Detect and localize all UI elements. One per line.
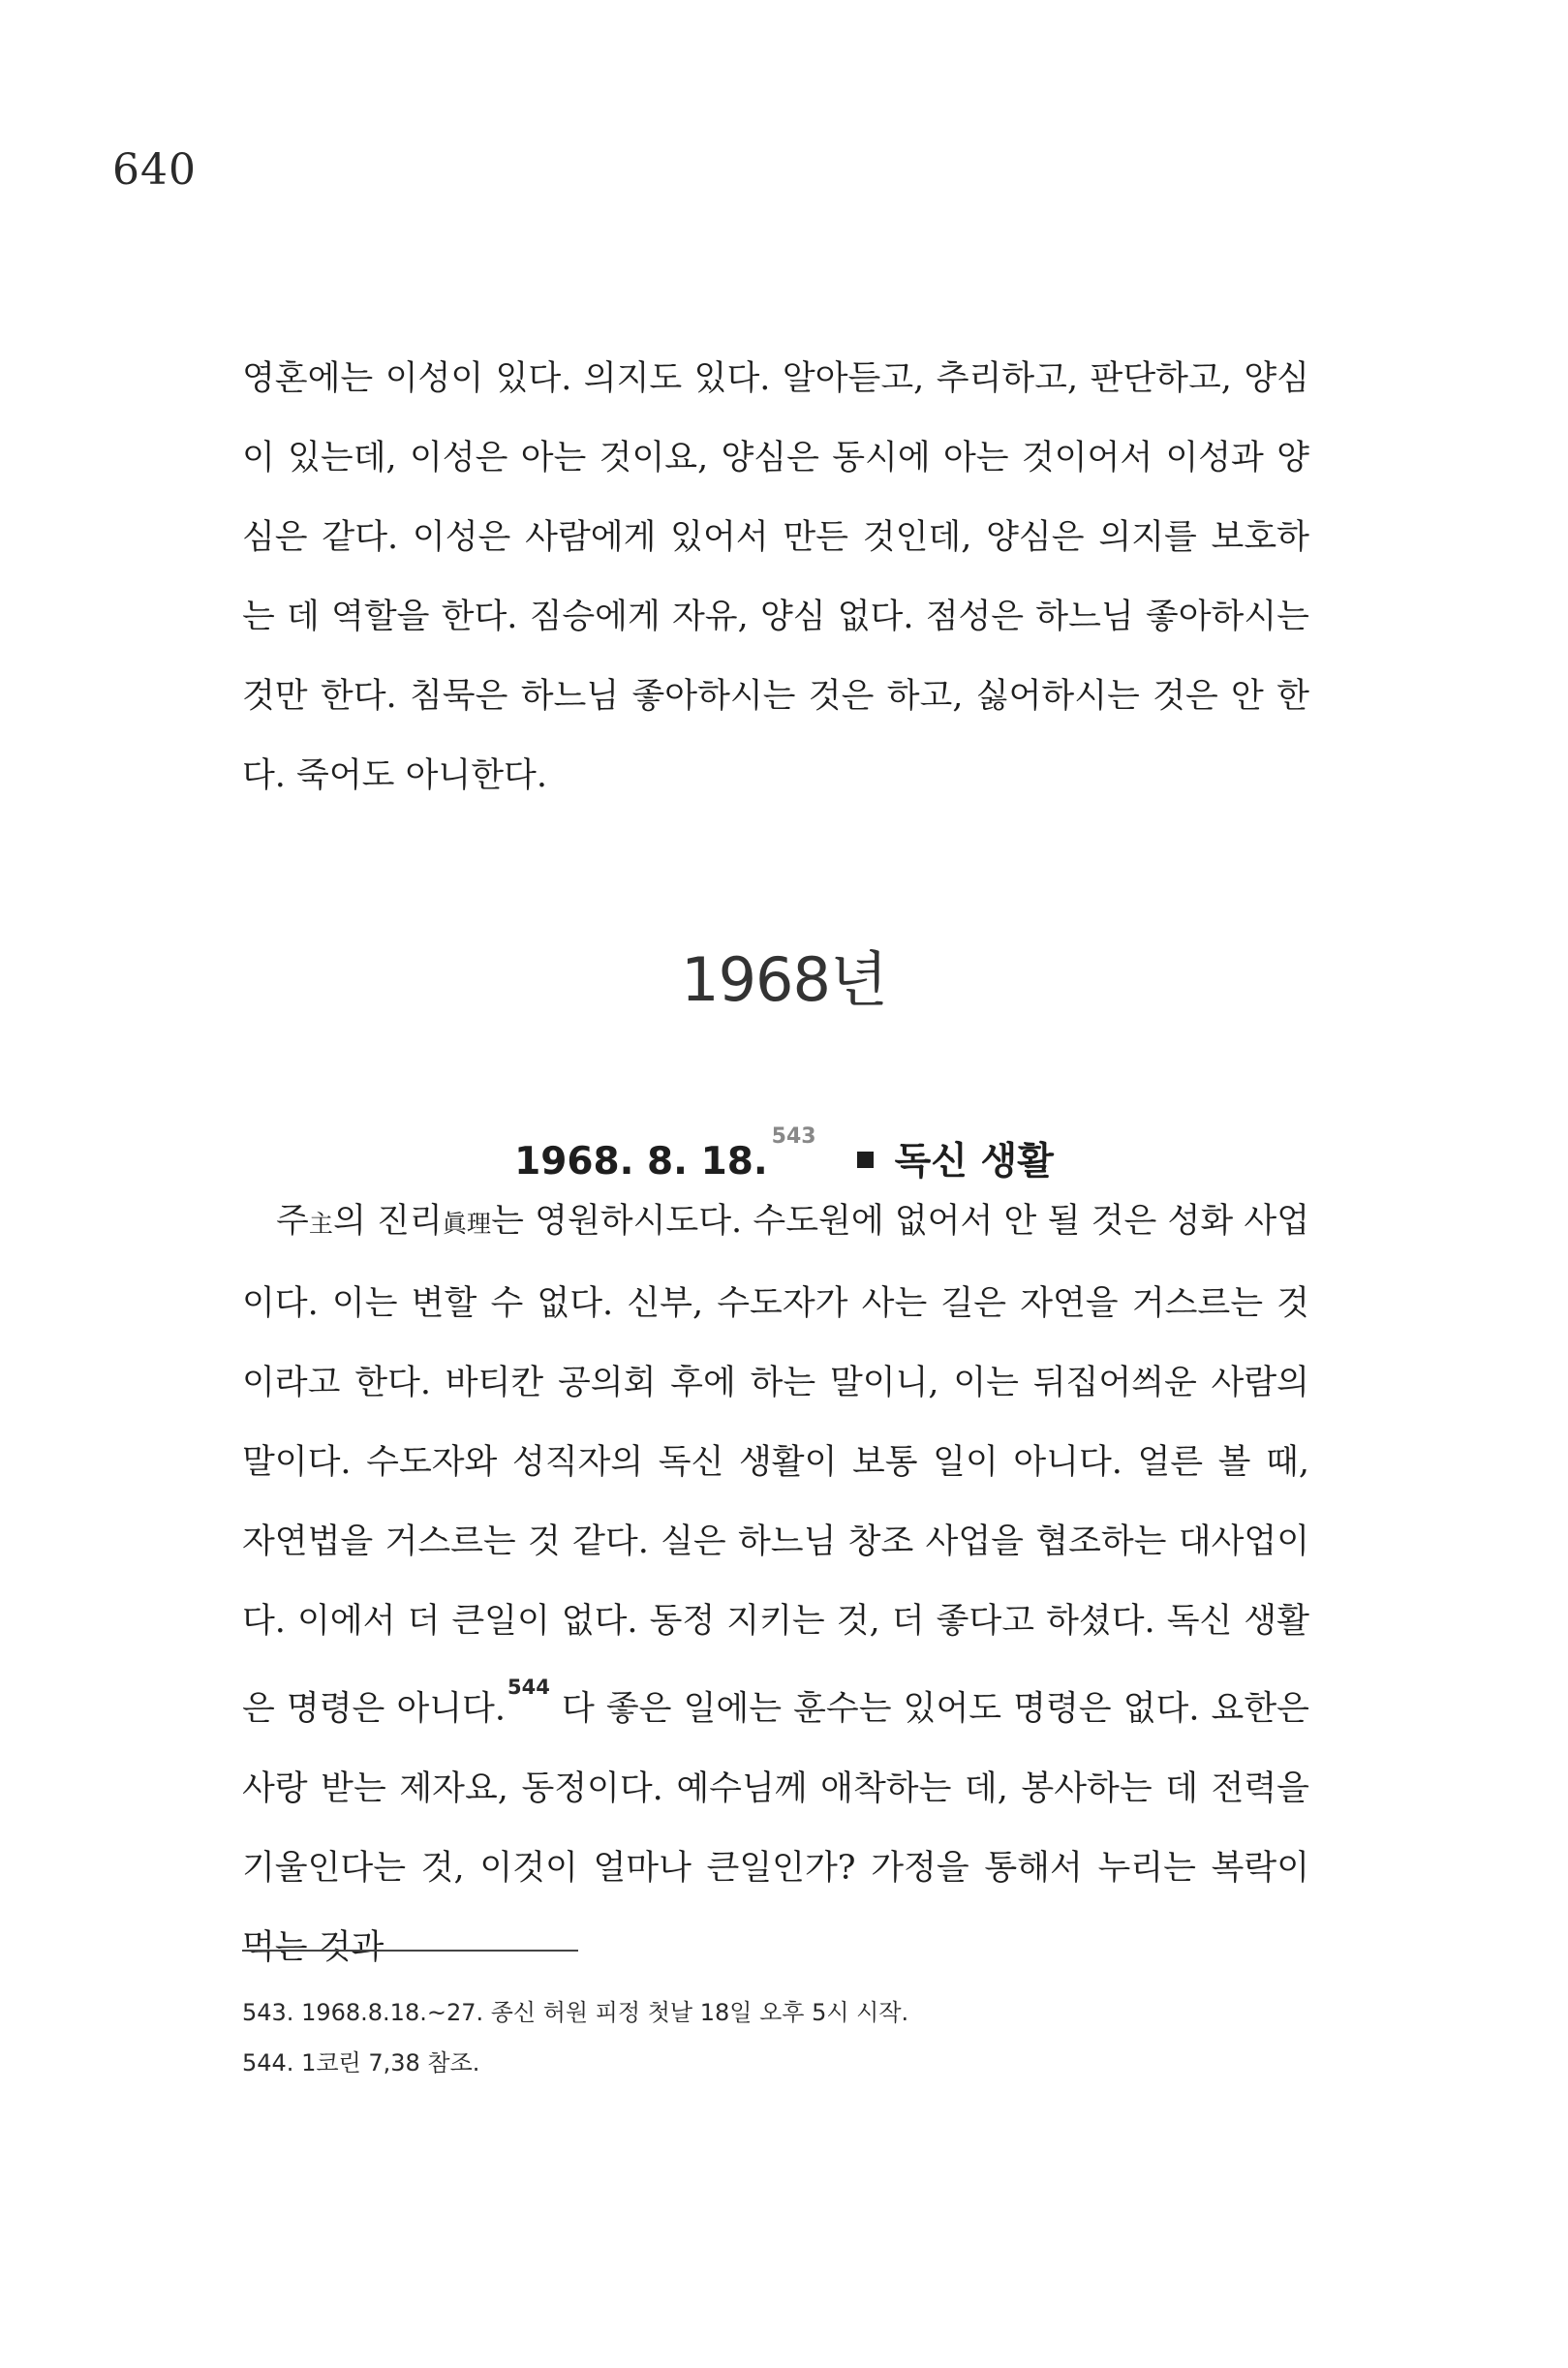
footnote-544: 544. 1코린 7,38 참조. bbox=[242, 2049, 480, 2076]
main-text-part-2: 의 진리 bbox=[333, 1202, 443, 1241]
hanja-annotation-lord: 主 bbox=[308, 1210, 334, 1238]
intro-paragraph: 영혼에는 이성이 있다. 의지도 있다. 알아듣고, 추리하고, 판단하고, 양심이 있는데, 이성은 아는 것이요, 양심은 동시에 아는 것이어서 이성과 양심은 같다. 이성은 사람에게 있어서 만든 것인데, 양심은 의지를 보호하는 데 역할을 한다. 짐승에게 자유, 양심 없다. 점성은 하느님 좋아하시는 것만 한다. 침묵은 하느님 좋아하시는 것은 하고, 싫어하시는 것은 안 한다. 죽어도 아니한다. bbox=[242, 359, 1309, 795]
footnote-543: 543. 1968.8.18.~27. 종신 허원 피정 첫날 18일 오후 5시 시작. bbox=[242, 1999, 909, 2026]
main-text-part-3: 는 영원하시도다. 수도원에 없어서 안 될 것은 성화 사업이다. 이는 변할 수 없다. 신부, 수도자가 사는 길은 자연을 거스르는 것이라고 한다. 바티칸 공의회 후에 하는 말이니, 이는 뒤집어씌운 사람의 말이다. 수도자와 성직자의 독신 생활이 보통 일이 아니다. 얼른 볼 때, 자연법을 거스르는 것 같다. 실은 하느님 창조 사업을 협조하는 대사업이다. 이에서 더 큰일이 없다. 동정 지키는 것, 더 좋다고 하셨다. 독신 생활은 명령은 아니다. bbox=[242, 1202, 1309, 1729]
entry-date: 1968. 8. 18. bbox=[514, 1140, 768, 1184]
hanja-annotation-truth: 眞理 bbox=[442, 1210, 492, 1238]
footnote-ref-543[interactable]: 543 bbox=[771, 1124, 816, 1149]
main-text-part-4: 다 좋은 일에는 훈수는 있어도 명령은 없다. 요한은 사랑 받는 제자요, 동정이다. 예수님께 애착하는 데, 봉사하는 데 전력을 기울인다는 것, 이것이 얼마나 큰일인가? 가정을 통해서 누리는 복락이 먹는 것과 bbox=[242, 1689, 1309, 1967]
main-paragraph bbox=[242, 1182, 1309, 1987]
main-text-part-1: 주 bbox=[276, 1202, 309, 1241]
entry-title: 독신 생활 bbox=[894, 1140, 1054, 1184]
square-bullet-icon bbox=[857, 1152, 874, 1168]
entry-heading bbox=[0, 1124, 1568, 1185]
footnotes bbox=[242, 1987, 1309, 2088]
footnote-divider bbox=[242, 1950, 578, 1952]
footnote-ref-544[interactable]: 544 bbox=[507, 1676, 550, 1699]
year-heading: 1968년 bbox=[681, 944, 887, 1015]
page-number: 640 bbox=[112, 145, 197, 195]
